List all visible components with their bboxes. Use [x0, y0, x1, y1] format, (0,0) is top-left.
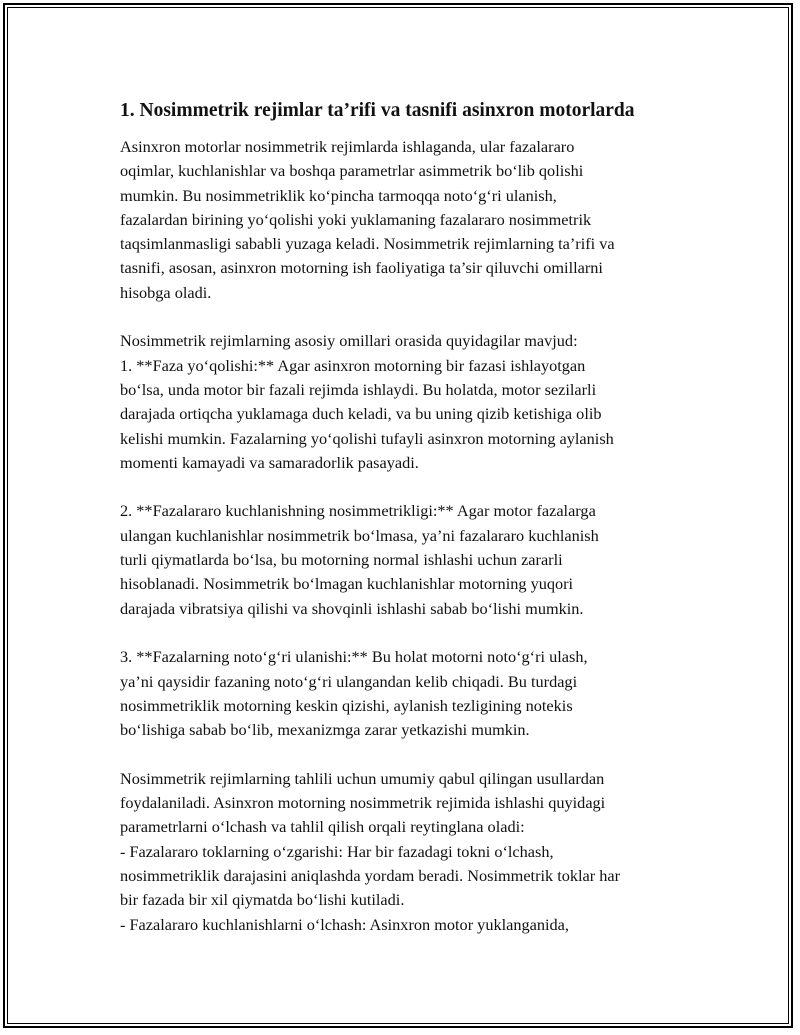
text-line: turli qiymatlarda bo‘lsa, bu motorning normal ishlashi uchun zararli [120, 550, 563, 570]
text-line: 2. **Fazalararo kuchlanishning nosimmetrikligi:** Agar motor fazalarga [120, 501, 596, 521]
text-line: bir fazada bir xil qiymatda bo‘lishi kutiladi. [120, 890, 405, 910]
text-line: hisobga oladi. [120, 282, 212, 302]
paragraph-voltage-asymmetry [120, 499, 700, 620]
text-line: nosimmetriklik motorning keskin qizishi, aylanish tezligining notekis [120, 695, 573, 715]
text-line: ulangan kuchlanishlar nosimmetrik bo‘lmasa, ya’ni fazalararo kuchlanish [120, 525, 599, 545]
text-line: kelishi mumkin. Fazalarning yo‘qolishi tufayli asinxron motorning aylanish [120, 428, 614, 448]
page-frame [3, 3, 793, 1028]
text-line: fazalardan birining yo‘qolishi yoki yuklamaning fazalararo nosimmetrik [120, 209, 592, 229]
text-line: darajada vibratsiya qilishi va shovqinli ishlashi sabab bo‘lishi mumkin. [120, 598, 584, 618]
text-line: Nosimmetrik rejimlarning asosiy omillari orasida quyidagilar mavjud: [120, 331, 578, 351]
text-line: Asinxron motorlar nosimmetrik rejimlarda ishlaganda, ular fazalararo [120, 137, 575, 156]
text-line: 3. **Fazalarning noto‘g‘ri ulanishi:** Bu holat motorni noto‘g‘ri ulash, [120, 647, 588, 667]
text-line: ya’ni qaysidir fazaning noto‘g‘ri ulangandan kelib chiqadi. Bu turdagi [120, 671, 578, 691]
text-line: hisoblanadi. Nosimmetrik bo‘lmagan kuchlanishlar motorning yuqori [120, 574, 574, 594]
paragraph-intro [120, 135, 700, 305]
text-line: - Fazalararo toklarning o‘zgarishi: Har bir fazadagi tokni o‘lchash, [120, 841, 554, 861]
text-line: nosimmetriklik darajasini aniqlashda yordam beradi. Nosimmetrik toklar har [120, 865, 621, 885]
text-line: oqimlar, kuchlanishlar va boshqa parametrlar asimmetrik bo‘lib qolishi [120, 161, 584, 181]
text-line: taqsimlanmasligi sababli yuzaga keladi. Nosimmetrik rejimlarning ta’rifi va [120, 234, 615, 254]
paragraph-factors-phase-loss [120, 329, 700, 475]
text-line: mumkin. Bu nosimmetriklik ko‘pincha tarmoqqa noto‘g‘ri ulanish, [120, 185, 557, 205]
paragraph-analysis-methods [120, 767, 700, 937]
text-line: Nosimmetrik rejimlarning tahlili uchun umumiy qabul qilingan usullardan [120, 768, 605, 788]
text-line: foydalaniladi. Asinxron motorning nosimmetrik rejimida ishlashi quyidagi [120, 793, 606, 813]
text-line: darajada ortiqcha yuklamaga duch keladi, va bu uning qizib ketishiga olib [120, 404, 602, 424]
section-heading: 1. Nosimmetrik rejimlar ta’rifi va tasnifi asinxron motorlarda [120, 100, 635, 121]
text-line: bo‘lishiga sabab bo‘lib, mexanizmga zarar yetkazishi mumkin. [120, 720, 530, 740]
text-line: momenti kamayadi va samaradorlik pasayadi. [120, 452, 419, 472]
text-line: - Fazalararo kuchlanishlarni o‘lchash: Asinxron motor yuklanganida, [120, 914, 569, 934]
paragraph-wrong-connection [120, 645, 700, 742]
document-body [120, 97, 700, 961]
text-line: parametrlarni o‘lchash va tahlil qilish orqali reytinglana oladi: [120, 817, 525, 837]
text-line: 1. **Faza yo‘qolishi:** Agar asinxron motorning bir fazasi ishlayotgan [120, 355, 586, 375]
text-line: bo‘lsa, unda motor bir fazali rejimda ishlaydi. Bu holatda, motor sezilarli [120, 379, 597, 399]
text-line: tasnifi, asosan, asinxron motorning ish faoliyatiga ta’sir qiluvchi omillarni [120, 258, 603, 278]
